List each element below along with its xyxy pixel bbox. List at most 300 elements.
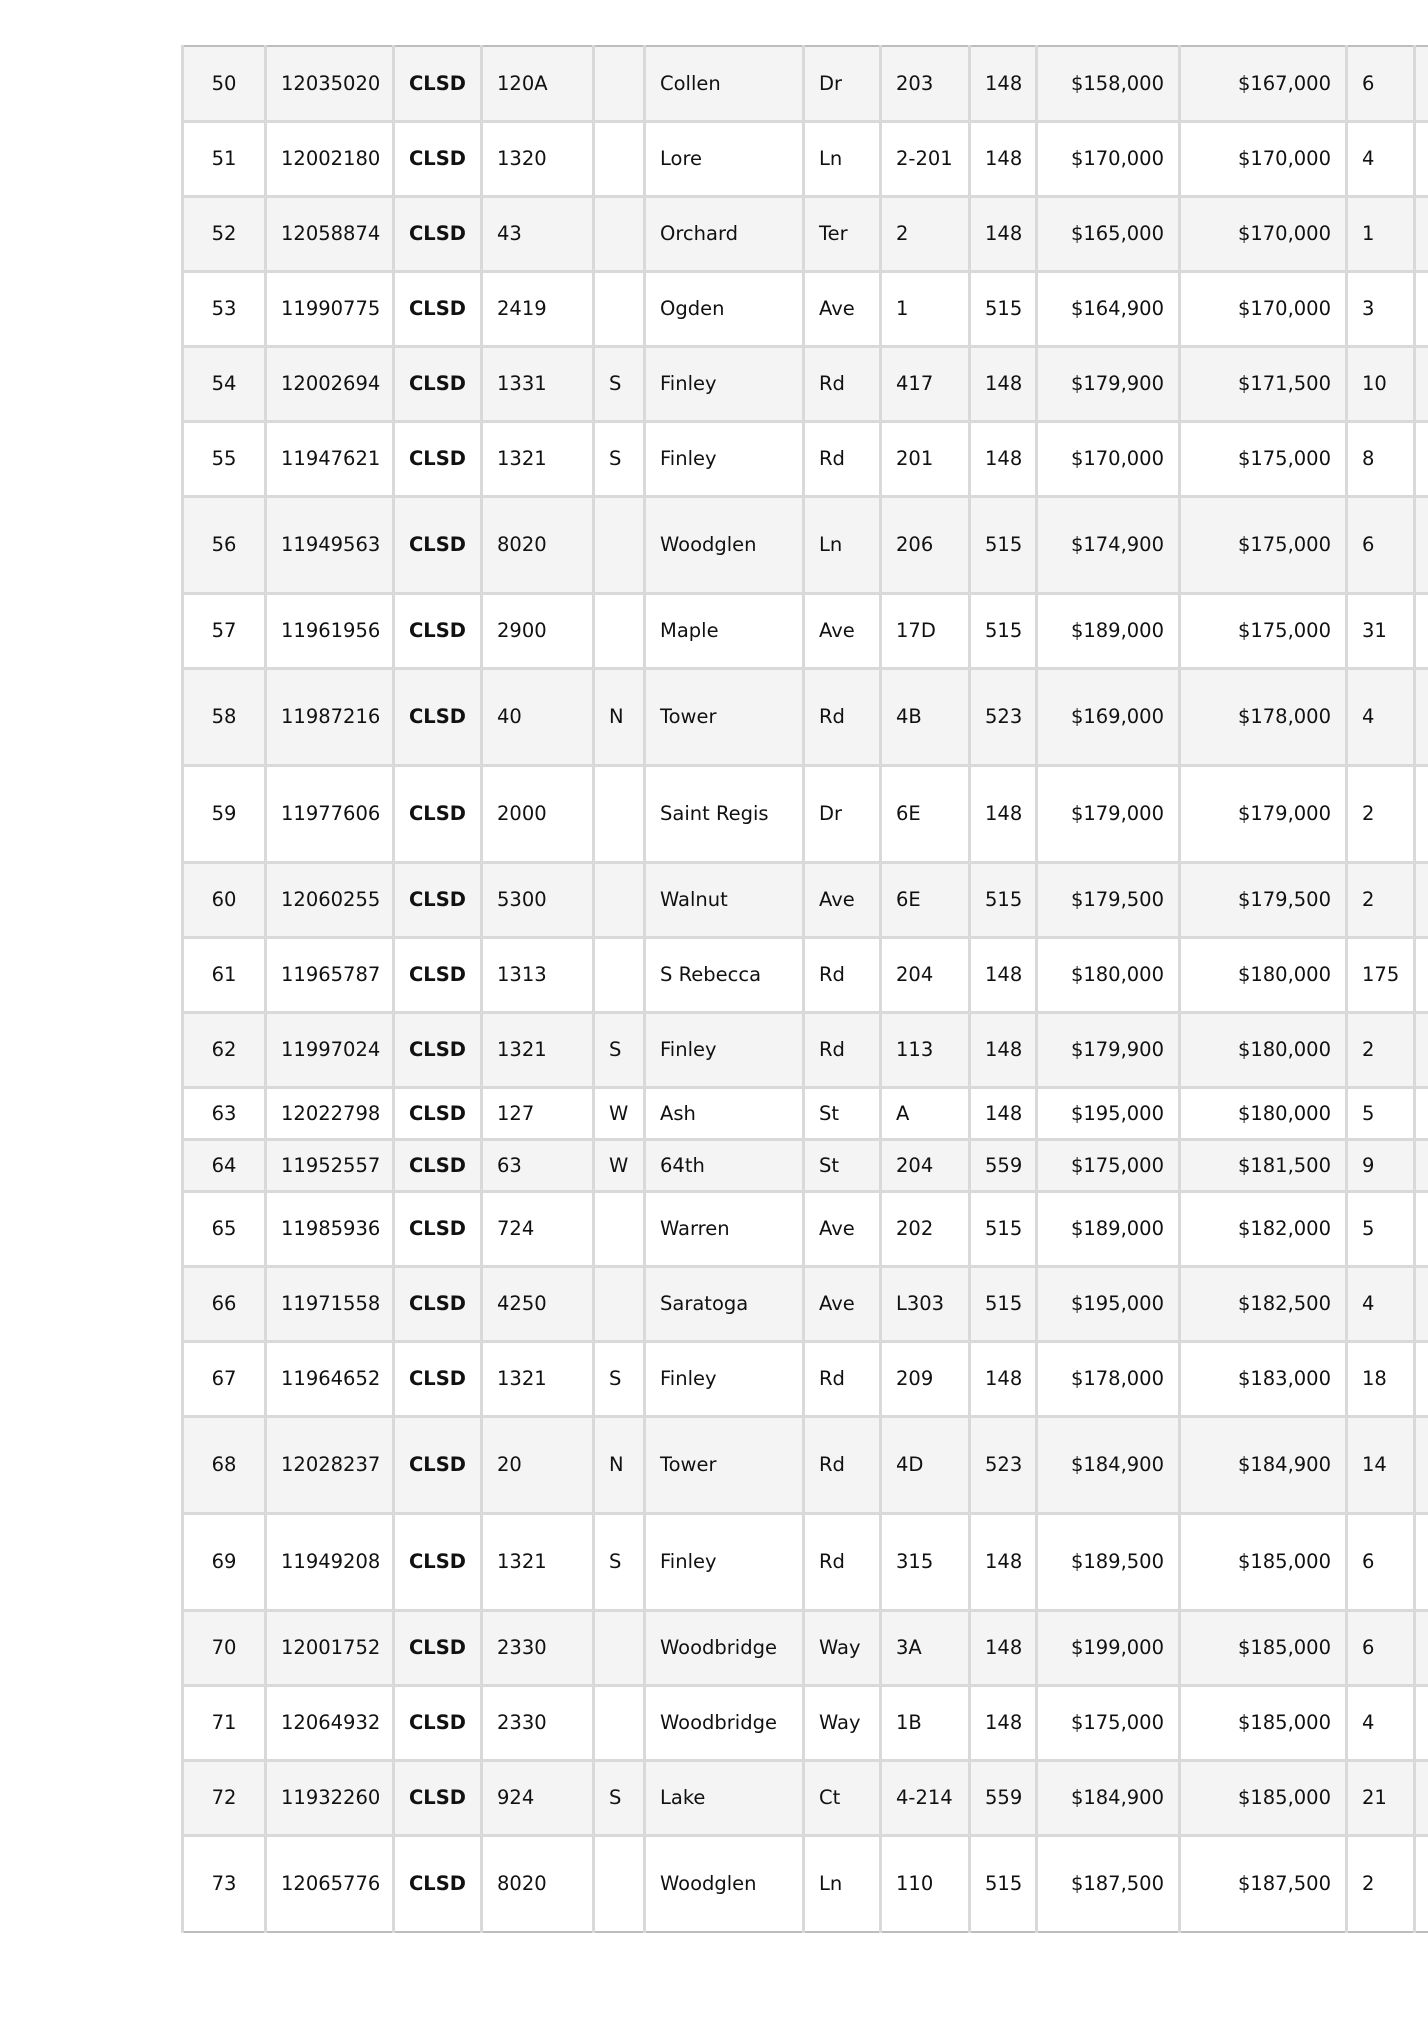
street-suffix-cell: St — [804, 1087, 881, 1139]
street-name-cell: Woodbridge — [645, 1610, 804, 1685]
sold-price-cell: $185,000 — [1180, 1685, 1347, 1760]
street-number-cell: 1320 — [482, 121, 594, 196]
street-name-cell: S Rebecca — [645, 937, 804, 1012]
status-cell: CLSD — [394, 1760, 482, 1835]
status-cell: CLSD — [394, 196, 482, 271]
unit-cell: 203 — [881, 46, 970, 121]
market-time-cell: 5 — [1347, 1087, 1415, 1139]
unit-cell: 209 — [881, 1341, 970, 1416]
mls-number-cell: 11947621 — [266, 421, 394, 496]
mls-number-cell: 12002694 — [266, 346, 394, 421]
street-name-cell: Orchard — [645, 196, 804, 271]
street-name-cell: Maple — [645, 593, 804, 668]
truncated-column-cell — [1415, 1087, 1428, 1139]
area-cell: 515 — [970, 496, 1037, 593]
mls-number-cell: 12035020 — [266, 46, 394, 121]
market-time-cell: 2 — [1347, 862, 1415, 937]
list-price-cell: $175,000 — [1037, 1685, 1180, 1760]
table-row — [183, 1341, 1428, 1416]
status-cell: CLSD — [394, 937, 482, 1012]
truncated-column-cell — [1415, 1191, 1428, 1266]
direction-cell — [594, 121, 645, 196]
row-number-cell: 69 — [183, 1513, 266, 1610]
truncated-column-cell — [1415, 196, 1428, 271]
area-cell: 148 — [970, 46, 1037, 121]
market-time-cell: 18 — [1347, 1341, 1415, 1416]
mls-number-cell: 11961956 — [266, 593, 394, 668]
street-number-cell: 1321 — [482, 1513, 594, 1610]
mls-number-cell: 12001752 — [266, 1610, 394, 1685]
table-row — [183, 1139, 1428, 1191]
direction-cell: S — [594, 421, 645, 496]
table-row — [183, 1760, 1428, 1835]
area-cell: 515 — [970, 1835, 1037, 1932]
list-price-cell: $179,900 — [1037, 1012, 1180, 1087]
unit-cell: 2-201 — [881, 121, 970, 196]
row-number-cell: 72 — [183, 1760, 266, 1835]
unit-cell: A — [881, 1087, 970, 1139]
truncated-column-cell — [1415, 1513, 1428, 1610]
truncated-column-cell — [1415, 765, 1428, 862]
market-time-cell: 10 — [1347, 346, 1415, 421]
mls-number-cell: 11932260 — [266, 1760, 394, 1835]
list-price-cell: $179,500 — [1037, 862, 1180, 937]
unit-cell: 417 — [881, 346, 970, 421]
market-time-cell: 4 — [1347, 1685, 1415, 1760]
row-number-cell: 62 — [183, 1012, 266, 1087]
table-row — [183, 196, 1428, 271]
unit-cell: 4B — [881, 668, 970, 765]
street-name-cell: Collen — [645, 46, 804, 121]
sold-price-cell: $182,500 — [1180, 1266, 1347, 1341]
direction-cell — [594, 1685, 645, 1760]
table-row — [183, 421, 1428, 496]
sold-price-cell: $170,000 — [1180, 271, 1347, 346]
street-number-cell: 20 — [482, 1416, 594, 1513]
list-price-cell: $170,000 — [1037, 121, 1180, 196]
area-cell: 148 — [970, 421, 1037, 496]
truncated-column-cell — [1415, 1012, 1428, 1087]
street-number-cell: 1321 — [482, 421, 594, 496]
truncated-column-cell — [1415, 862, 1428, 937]
list-price-cell: $184,900 — [1037, 1760, 1180, 1835]
table-row — [183, 1191, 1428, 1266]
street-number-cell: 724 — [482, 1191, 594, 1266]
area-cell: 523 — [970, 668, 1037, 765]
street-number-cell: 2330 — [482, 1685, 594, 1760]
street-name-cell: Saratoga — [645, 1266, 804, 1341]
area-cell: 148 — [970, 121, 1037, 196]
truncated-column-cell — [1415, 593, 1428, 668]
area-cell: 148 — [970, 1685, 1037, 1760]
street-suffix-cell: Dr — [804, 765, 881, 862]
street-suffix-cell: Way — [804, 1685, 881, 1760]
direction-cell: S — [594, 1513, 645, 1610]
street-number-cell: 127 — [482, 1087, 594, 1139]
street-number-cell: 2000 — [482, 765, 594, 862]
street-number-cell: 43 — [482, 196, 594, 271]
listings-table — [181, 45, 1428, 1933]
row-number-cell: 56 — [183, 496, 266, 593]
street-number-cell: 4250 — [482, 1266, 594, 1341]
row-number-cell: 63 — [183, 1087, 266, 1139]
truncated-column-cell — [1415, 668, 1428, 765]
street-number-cell: 1331 — [482, 346, 594, 421]
market-time-cell: 21 — [1347, 1760, 1415, 1835]
direction-cell — [594, 1266, 645, 1341]
street-number-cell: 1321 — [482, 1341, 594, 1416]
mls-number-cell: 11964652 — [266, 1341, 394, 1416]
area-cell: 515 — [970, 271, 1037, 346]
street-number-cell: 1313 — [482, 937, 594, 1012]
mls-number-cell: 11971558 — [266, 1266, 394, 1341]
status-cell: CLSD — [394, 1610, 482, 1685]
row-number-cell: 55 — [183, 421, 266, 496]
sold-price-cell: $185,000 — [1180, 1513, 1347, 1610]
list-price-cell: $189,000 — [1037, 593, 1180, 668]
sold-price-cell: $171,500 — [1180, 346, 1347, 421]
street-suffix-cell: St — [804, 1139, 881, 1191]
list-price-cell: $195,000 — [1037, 1087, 1180, 1139]
list-price-cell: $187,500 — [1037, 1835, 1180, 1932]
row-number-cell: 58 — [183, 668, 266, 765]
truncated-column-cell — [1415, 1685, 1428, 1760]
list-price-cell: $189,000 — [1037, 1191, 1180, 1266]
sold-price-cell: $175,000 — [1180, 593, 1347, 668]
status-cell: CLSD — [394, 1012, 482, 1087]
row-number-cell: 59 — [183, 765, 266, 862]
mls-number-cell: 12064932 — [266, 1685, 394, 1760]
direction-cell: S — [594, 1341, 645, 1416]
street-name-cell: Saint Regis — [645, 765, 804, 862]
mls-number-cell: 11949563 — [266, 496, 394, 593]
unit-cell: 1B — [881, 1685, 970, 1760]
unit-cell: 204 — [881, 1139, 970, 1191]
market-time-cell: 14 — [1347, 1416, 1415, 1513]
sold-price-cell: $175,000 — [1180, 496, 1347, 593]
street-suffix-cell: Ct — [804, 1760, 881, 1835]
row-number-cell: 51 — [183, 121, 266, 196]
area-cell: 515 — [970, 1191, 1037, 1266]
street-number-cell: 40 — [482, 668, 594, 765]
street-name-cell: Walnut — [645, 862, 804, 937]
list-price-cell: $169,000 — [1037, 668, 1180, 765]
street-number-cell: 924 — [482, 1760, 594, 1835]
direction-cell: W — [594, 1087, 645, 1139]
direction-cell — [594, 765, 645, 862]
street-name-cell: Woodglen — [645, 496, 804, 593]
area-cell: 148 — [970, 1341, 1037, 1416]
direction-cell: N — [594, 668, 645, 765]
status-cell: CLSD — [394, 1191, 482, 1266]
unit-cell: 113 — [881, 1012, 970, 1087]
market-time-cell: 8 — [1347, 421, 1415, 496]
direction-cell: S — [594, 346, 645, 421]
truncated-column-cell — [1415, 1341, 1428, 1416]
status-cell: CLSD — [394, 1416, 482, 1513]
street-name-cell: Finley — [645, 346, 804, 421]
unit-cell: 1 — [881, 271, 970, 346]
market-time-cell: 9 — [1347, 1139, 1415, 1191]
row-number-cell: 73 — [183, 1835, 266, 1932]
sold-price-cell: $185,000 — [1180, 1610, 1347, 1685]
list-price-cell: $179,900 — [1037, 346, 1180, 421]
street-number-cell: 8020 — [482, 496, 594, 593]
list-price-cell: $184,900 — [1037, 1416, 1180, 1513]
row-number-cell: 61 — [183, 937, 266, 1012]
street-name-cell: Lore — [645, 121, 804, 196]
unit-cell: 206 — [881, 496, 970, 593]
table-row — [183, 1266, 1428, 1341]
mls-number-cell: 12028237 — [266, 1416, 394, 1513]
status-cell: CLSD — [394, 421, 482, 496]
truncated-column-cell — [1415, 496, 1428, 593]
direction-cell — [594, 1835, 645, 1932]
status-cell: CLSD — [394, 862, 482, 937]
market-time-cell: 6 — [1347, 496, 1415, 593]
status-cell: CLSD — [394, 1087, 482, 1139]
row-number-cell: 52 — [183, 196, 266, 271]
truncated-column-cell — [1415, 271, 1428, 346]
table-row — [183, 271, 1428, 346]
list-price-cell: $164,900 — [1037, 271, 1180, 346]
direction-cell — [594, 196, 645, 271]
street-number-cell: 63 — [482, 1139, 594, 1191]
truncated-column-cell — [1415, 1139, 1428, 1191]
status-cell: CLSD — [394, 1685, 482, 1760]
street-suffix-cell: Ave — [804, 1266, 881, 1341]
sold-price-cell: $180,000 — [1180, 937, 1347, 1012]
mls-number-cell: 11965787 — [266, 937, 394, 1012]
list-price-cell: $179,000 — [1037, 765, 1180, 862]
mls-number-cell: 12065776 — [266, 1835, 394, 1932]
status-cell: CLSD — [394, 593, 482, 668]
list-price-cell: $189,500 — [1037, 1513, 1180, 1610]
status-cell: CLSD — [394, 1266, 482, 1341]
list-price-cell: $175,000 — [1037, 1139, 1180, 1191]
truncated-column-cell — [1415, 1416, 1428, 1513]
direction-cell: S — [594, 1760, 645, 1835]
market-time-cell: 6 — [1347, 1610, 1415, 1685]
mls-number-cell: 12058874 — [266, 196, 394, 271]
market-time-cell: 1 — [1347, 196, 1415, 271]
street-suffix-cell: Dr — [804, 46, 881, 121]
sold-price-cell: $183,000 — [1180, 1341, 1347, 1416]
row-number-cell: 66 — [183, 1266, 266, 1341]
area-cell: 148 — [970, 1610, 1037, 1685]
table-row — [183, 668, 1428, 765]
market-time-cell: 175 — [1347, 937, 1415, 1012]
street-suffix-cell: Ave — [804, 593, 881, 668]
street-name-cell: 64th — [645, 1139, 804, 1191]
row-number-cell: 65 — [183, 1191, 266, 1266]
row-number-cell: 64 — [183, 1139, 266, 1191]
direction-cell — [594, 593, 645, 668]
truncated-column-cell — [1415, 421, 1428, 496]
market-time-cell: 4 — [1347, 668, 1415, 765]
street-number-cell: 1321 — [482, 1012, 594, 1087]
row-number-cell: 54 — [183, 346, 266, 421]
street-name-cell: Ash — [645, 1087, 804, 1139]
unit-cell: 202 — [881, 1191, 970, 1266]
street-number-cell: 8020 — [482, 1835, 594, 1932]
sold-price-cell: $167,000 — [1180, 46, 1347, 121]
area-cell: 148 — [970, 1012, 1037, 1087]
market-time-cell: 3 — [1347, 271, 1415, 346]
status-cell: CLSD — [394, 1341, 482, 1416]
market-time-cell: 6 — [1347, 46, 1415, 121]
table-body — [183, 46, 1428, 1932]
status-cell: CLSD — [394, 346, 482, 421]
area-cell: 148 — [970, 346, 1037, 421]
street-suffix-cell: Rd — [804, 1341, 881, 1416]
unit-cell: 2 — [881, 196, 970, 271]
sold-price-cell: $180,000 — [1180, 1087, 1347, 1139]
list-price-cell: $165,000 — [1037, 196, 1180, 271]
status-cell: CLSD — [394, 496, 482, 593]
street-suffix-cell: Rd — [804, 668, 881, 765]
row-number-cell: 67 — [183, 1341, 266, 1416]
list-price-cell: $178,000 — [1037, 1341, 1180, 1416]
truncated-column-cell — [1415, 346, 1428, 421]
street-name-cell: Woodbridge — [645, 1685, 804, 1760]
table-row — [183, 46, 1428, 121]
list-price-cell: $170,000 — [1037, 421, 1180, 496]
sold-price-cell: $182,000 — [1180, 1191, 1347, 1266]
table-row — [183, 1513, 1428, 1610]
table-row — [183, 1012, 1428, 1087]
street-suffix-cell: Rd — [804, 421, 881, 496]
sold-price-cell: $170,000 — [1180, 121, 1347, 196]
street-suffix-cell: Rd — [804, 937, 881, 1012]
list-price-cell: $199,000 — [1037, 1610, 1180, 1685]
direction-cell — [594, 1191, 645, 1266]
unit-cell: 17D — [881, 593, 970, 668]
direction-cell — [594, 271, 645, 346]
street-suffix-cell: Ave — [804, 862, 881, 937]
street-number-cell: 2900 — [482, 593, 594, 668]
street-name-cell: Tower — [645, 1416, 804, 1513]
status-cell: CLSD — [394, 765, 482, 862]
street-number-cell: 2419 — [482, 271, 594, 346]
area-cell: 515 — [970, 862, 1037, 937]
area-cell: 148 — [970, 765, 1037, 862]
market-time-cell: 2 — [1347, 1835, 1415, 1932]
mls-number-cell: 11952557 — [266, 1139, 394, 1191]
unit-cell: 201 — [881, 421, 970, 496]
sold-price-cell: $180,000 — [1180, 1012, 1347, 1087]
sold-price-cell: $181,500 — [1180, 1139, 1347, 1191]
mls-number-cell: 11977606 — [266, 765, 394, 862]
mls-number-cell: 11985936 — [266, 1191, 394, 1266]
truncated-column-cell — [1415, 937, 1428, 1012]
table-row — [183, 496, 1428, 593]
row-number-cell: 53 — [183, 271, 266, 346]
sold-price-cell: $178,000 — [1180, 668, 1347, 765]
mls-number-cell: 12060255 — [266, 862, 394, 937]
table-row — [183, 593, 1428, 668]
mls-number-cell: 11949208 — [266, 1513, 394, 1610]
street-suffix-cell: Rd — [804, 1416, 881, 1513]
unit-cell: 3A — [881, 1610, 970, 1685]
list-price-cell: $180,000 — [1037, 937, 1180, 1012]
market-time-cell: 4 — [1347, 1266, 1415, 1341]
area-cell: 148 — [970, 1087, 1037, 1139]
direction-cell: W — [594, 1139, 645, 1191]
table-row — [183, 1416, 1428, 1513]
area-cell: 515 — [970, 1266, 1037, 1341]
table-row — [183, 1835, 1428, 1932]
truncated-column-cell — [1415, 1610, 1428, 1685]
market-time-cell: 4 — [1347, 121, 1415, 196]
street-number-cell: 120A — [482, 46, 594, 121]
street-suffix-cell: Ln — [804, 1835, 881, 1932]
table-row — [183, 346, 1428, 421]
list-price-cell: $195,000 — [1037, 1266, 1180, 1341]
street-suffix-cell: Ave — [804, 271, 881, 346]
truncated-column-cell — [1415, 1835, 1428, 1932]
mls-number-cell: 11990775 — [266, 271, 394, 346]
table-row — [183, 1087, 1428, 1139]
area-cell: 559 — [970, 1760, 1037, 1835]
row-number-cell: 71 — [183, 1685, 266, 1760]
table-row — [183, 862, 1428, 937]
mls-number-cell: 11987216 — [266, 668, 394, 765]
street-name-cell: Finley — [645, 421, 804, 496]
area-cell: 148 — [970, 937, 1037, 1012]
table-row — [183, 937, 1428, 1012]
row-number-cell: 60 — [183, 862, 266, 937]
area-cell: 148 — [970, 1513, 1037, 1610]
truncated-column-cell — [1415, 121, 1428, 196]
market-time-cell: 5 — [1347, 1191, 1415, 1266]
direction-cell: S — [594, 1012, 645, 1087]
market-time-cell: 31 — [1347, 593, 1415, 668]
street-number-cell: 2330 — [482, 1610, 594, 1685]
street-suffix-cell: Ln — [804, 121, 881, 196]
unit-cell: 4-214 — [881, 1760, 970, 1835]
street-name-cell: Tower — [645, 668, 804, 765]
unit-cell: 315 — [881, 1513, 970, 1610]
table-row — [183, 1685, 1428, 1760]
street-suffix-cell: Rd — [804, 346, 881, 421]
unit-cell: 6E — [881, 862, 970, 937]
table-row — [183, 765, 1428, 862]
street-suffix-cell: Way — [804, 1610, 881, 1685]
sold-price-cell: $179,000 — [1180, 765, 1347, 862]
sold-price-cell: $179,500 — [1180, 862, 1347, 937]
mls-number-cell: 12022798 — [266, 1087, 394, 1139]
sold-price-cell: $170,000 — [1180, 196, 1347, 271]
unit-cell: 204 — [881, 937, 970, 1012]
direction-cell — [594, 46, 645, 121]
unit-cell: 110 — [881, 1835, 970, 1932]
area-cell: 559 — [970, 1139, 1037, 1191]
row-number-cell: 68 — [183, 1416, 266, 1513]
street-suffix-cell: Rd — [804, 1513, 881, 1610]
street-name-cell: Finley — [645, 1513, 804, 1610]
direction-cell — [594, 862, 645, 937]
street-suffix-cell: Ter — [804, 196, 881, 271]
mls-number-cell: 12002180 — [266, 121, 394, 196]
row-number-cell: 70 — [183, 1610, 266, 1685]
status-cell: CLSD — [394, 271, 482, 346]
sold-price-cell: $185,000 — [1180, 1760, 1347, 1835]
status-cell: CLSD — [394, 1513, 482, 1610]
truncated-column-cell — [1415, 46, 1428, 121]
table-row — [183, 121, 1428, 196]
status-cell: CLSD — [394, 1835, 482, 1932]
